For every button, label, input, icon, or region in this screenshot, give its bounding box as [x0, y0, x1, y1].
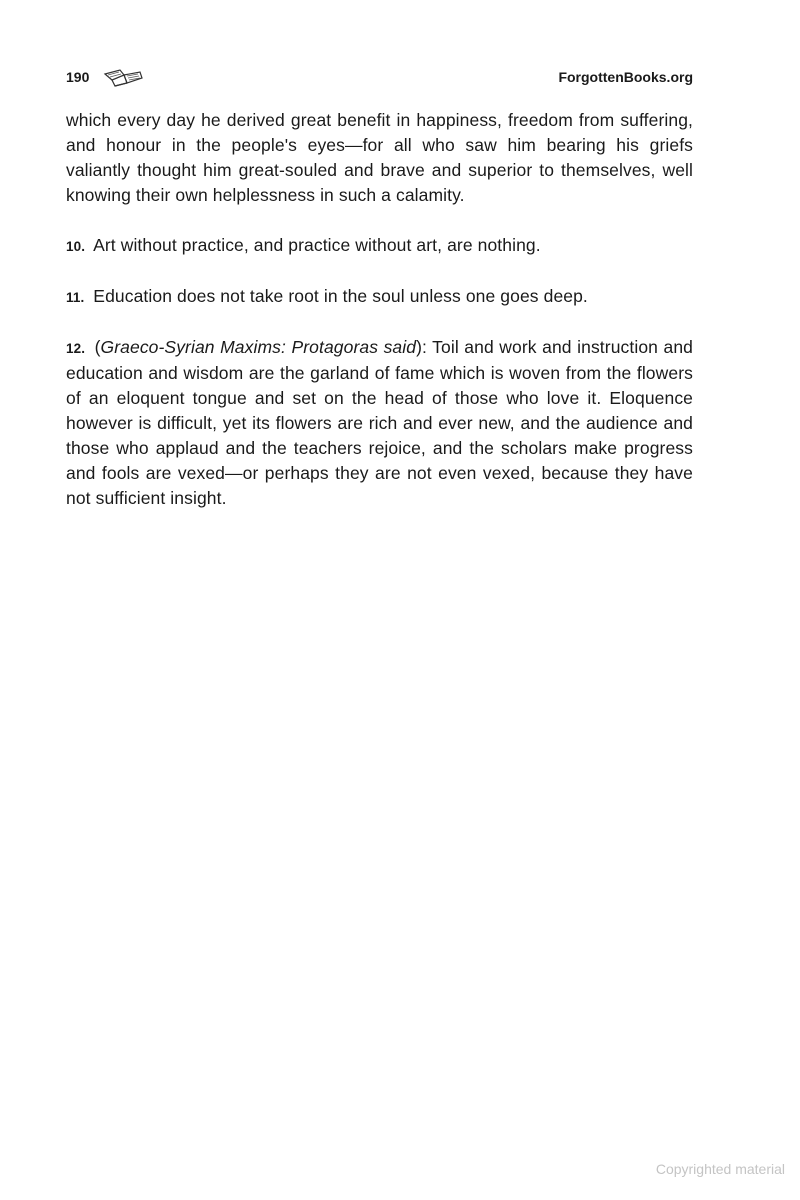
maxim-11 [66, 284, 693, 310]
page-body [66, 108, 693, 536]
paren-open: ( [94, 337, 101, 357]
page-header [66, 66, 693, 88]
maxim-number: 12. [66, 341, 86, 356]
site-name: ForgottenBooks.org [558, 69, 693, 85]
paren-close: ): [416, 337, 427, 357]
paragraph-text: which every day he derived great benefit in happiness, freedom from suffering, and honour in the people's eyes—for all who saw him bearing his griefs valiantly thought him great-souled and brave and superior to themselves, well knowing their own helplessness in such a calamity. [66, 110, 693, 205]
page-number: 190 [66, 69, 90, 85]
paragraph-continued [66, 108, 693, 208]
maxim-text: Education does not take root in the soul unless one goes deep. [93, 286, 588, 306]
maxim-number: 11. [66, 290, 85, 305]
copyright-watermark: Copyrighted material [655, 1161, 785, 1177]
maxim-text: Toil and work and instruction and education and wisdom are the garland of fame which is woven from the flowers of an eloquent tongue and set on the head of those who love it. Eloquence however is difficult, yet its flowers are rich and ever new, and the audience and those who applaud and the teachers rejoice, and the scholars make progress and fools are vexed—or perhaps they are not even vexed, because they have not sufficient insight. [66, 337, 693, 508]
maxim-10 [66, 233, 693, 259]
maxim-12 [66, 335, 693, 511]
maxim-text: Art without practice, and practice without art, are nothing. [93, 235, 541, 255]
open-book-icon [102, 66, 144, 88]
maxim-source: Graeco-Syrian Maxims: Protagoras said [100, 337, 417, 357]
maxim-number: 10. [66, 239, 86, 254]
